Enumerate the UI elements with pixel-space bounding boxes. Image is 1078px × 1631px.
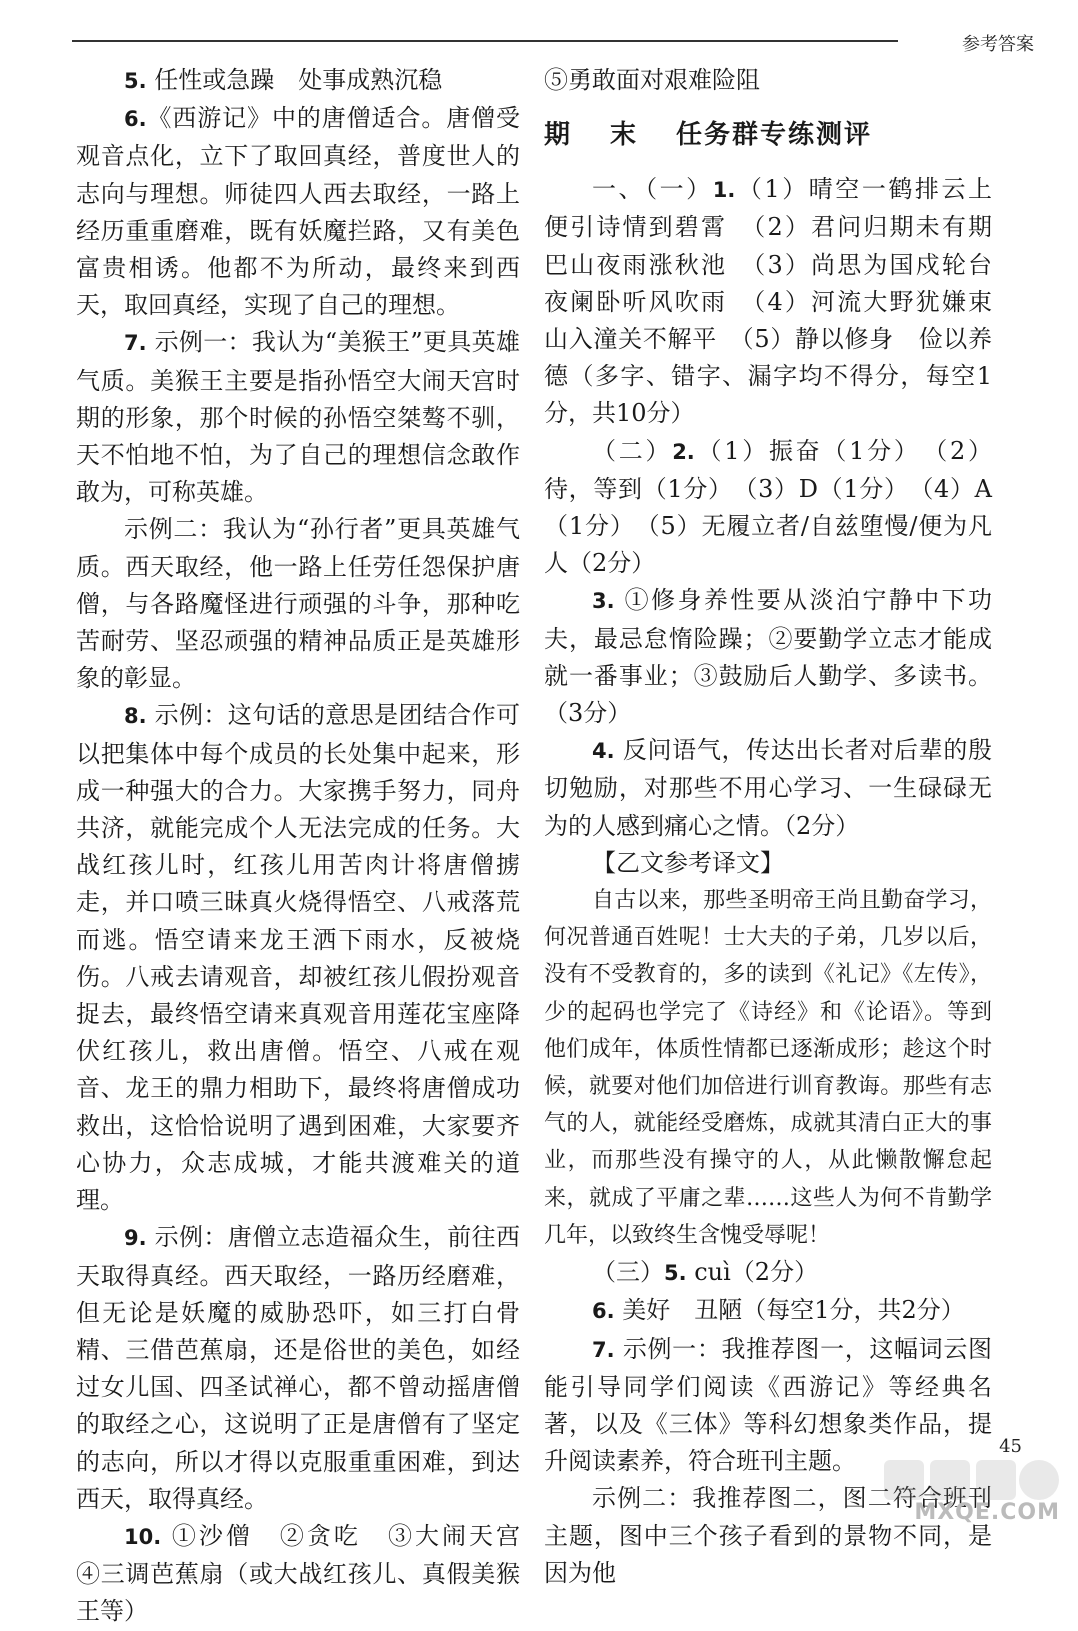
answer-text: 任性或急躁 处事成熟沉稳 [154,66,443,94]
answer-7-example-2: 示例二：我推荐图二，图二符合班刊主题，图中三个孩子看到的景物不同，是因为他 [544,1484,992,1587]
answer-number: 6. [124,107,147,132]
answer-9 [76,1219,520,1518]
answer-10 [76,1518,545,1631]
answer-text: 示例一：我推荐图一，这幅词云图能引导同学们阅读《西游记》等经典名著，以及《三体》等科幻想象类作品，提升阅读素养，符合班刊主题。 [544,1334,992,1476]
answer-text: 示例：这句话的意思是团结合作可以把集体中每个成员的长处集中起来，形成一种强大的合力。大家携手努力，同舟共济，就能完成个人无法完成的任务。大战红孩儿时，红孩儿用苦肉计将唐僧掳走，并口喷三昧真火烧得悟空、八戒落荒而逃。悟空请来龙王洒下雨水，反被烧伤。八戒去请观音，却被红孩儿假扮观音捉去，最终悟空请来真观音用莲花宝座降伏红孩儿，救出唐僧。悟空、八戒在观音、龙王的鼎力相助下，最终将唐僧成功救出，这恰恰说明了遇到困难，大家要齐心协力，众志成城，才能共渡难关的道理。 [76,701,520,1215]
header-rule [72,40,898,42]
answer-text: 《西游记》中的唐僧适合。唐僧受观音点化，立下了取回真经，普度世人的志向与理想。师徒四人西去取经，一路上经历重重磨难，既有妖魔拦路，又有美色富贵相诱。他都不为所动，最终来到西天，取回真经，实现了自己的理想。 [76,104,520,320]
answer-text: cuì（2分） [694,1258,819,1287]
section-title-part: 任务群专练测评 [676,120,873,151]
answer-6 [544,1292,992,1330]
answer-5 [544,1254,992,1292]
answer-number: 5. [124,69,147,93]
answer-text: 示例一：我认为“美猴王”更具英雄气质。美猴王主要是指孙悟空大闹天宫时期的形象，那个时候的孙悟空桀骜不驯，天不怕地不怕，为了自己的理想信念敢作敢为，可称英雄。 [76,328,520,507]
section-title [544,99,992,171]
answer-number: 4. [592,739,615,764]
answer-number: 1. [712,178,736,203]
translation-text: 自古以来，那些圣明帝王尚且勤奋学习，何况普通百姓呢！士大夫的子弟，几岁以后，没有不受教育的，多的读到《礼记》《左传》，少的起码也学完了《诗经》和《论语》。等到他们成年，体质性情都已逐渐成形；趁这个时候，就要对他们加倍进行训育教诲。那些有志气的人，就能经受磨炼，成就其清白正大的事业，而那些没有操守的人，从此懒散懈怠起来，就成了平庸之辈……这些人为何不肯勤学几年，以致终生含愧受辱呢！ [544,888,992,1248]
answer-2 [544,433,992,583]
answer-text: ①沙僧 ②贪吃 ③大闹天宫 ④三调芭蕉扇（或大战红孩儿、真假美猴王等） [76,1521,545,1626]
answer-text: 示例：唐僧立志造福众生，前往西天取得真经。西天取经，一路历经磨难，但无论是妖魔的威胁恐吓，如三打白骨精、三借芭蕉扇，还是俗世的美色，如经过女儿国、四圣试禅心，都不曾动摇唐僧的取经之心，这说明了正是唐僧有了坚定的志向，所以才得以克服重重困难，到达西天，取得真经。 [76,1223,520,1513]
section-title-part: 末 [610,120,639,151]
answer-8 [76,697,520,1219]
answer-text: （1）振奋（1分） （2）待，等到（1分） （3）D（1分） （4）A（1分） （5）无履立者/自兹堕慢/便为凡人（2分） [544,436,993,578]
answer-7-example-1 [76,324,520,511]
header-label: 参考答案 [962,34,1034,55]
page-number: 45 [999,1436,1022,1457]
answer-7-example-2: 示例二：我认为“孙行者”更具英雄气质。西天取经，他一路上任劳任怨保护唐僧，与各路魔怪进行顽强的斗争，那种吃苦耐劳、坚忍顽强的精神品质正是英雄形象的彰显。 [76,515,520,693]
answer-number: 7. [592,1337,615,1362]
answer-prefix: 一、（一） [592,175,713,204]
answer-number: 9. [124,1226,147,1251]
watermark-text: MXQE.COM [914,1500,1060,1525]
answer-1 [544,171,1016,432]
answer-4 [544,732,992,845]
translation-title: 【乙文参考译文】 [592,848,784,877]
answer-number: 3. [592,589,615,614]
section-title-part: 期 [544,120,573,151]
answer-5 [76,62,520,100]
translation-block [544,882,992,1254]
answer-number: 7. [124,331,147,356]
answer-prefix: （三） [592,1258,664,1287]
left-column [76,62,545,1631]
answer-6 [76,100,520,324]
answer-number: 8. [124,704,147,729]
answer-text: 美好 丑陋（每空1分，共2分） [622,1296,965,1325]
answer-3 [544,582,992,732]
answer-number: 5. [664,1261,687,1286]
answer-number: 2. [672,439,695,464]
answer-carryover: ⑤勇敢面对艰难险阻 [544,66,760,94]
answer-number: 10. [124,1524,162,1549]
answer-text: ①修身养性要从淡泊宁静中下功夫，最忌怠惰险躁；②要勤学立志才能成就一番事业；③鼓励后人勤学、多读书。（3分） [544,586,992,728]
answer-prefix: （二） [592,436,673,465]
answer-text: （1）晴空一鹤排云上 便引诗情到碧霄 （2）君问归期未有期 巴山夜雨涨秋池 （3）尚思为国戍轮台 夜阑卧听风吹雨 （4）河流大野犹嫌束 山入潼关不解平 （5）静以修身 俭以养德（多字、错字、漏字均不得分，每空1分，共10分） [544,175,1016,428]
answer-number: 6. [592,1299,615,1324]
answer-text: 反问语气，传达出长者对后辈的殷切勉励，对那些不用心学习、一生碌碌无为的人感到痛心之情。（2分） [544,736,992,840]
